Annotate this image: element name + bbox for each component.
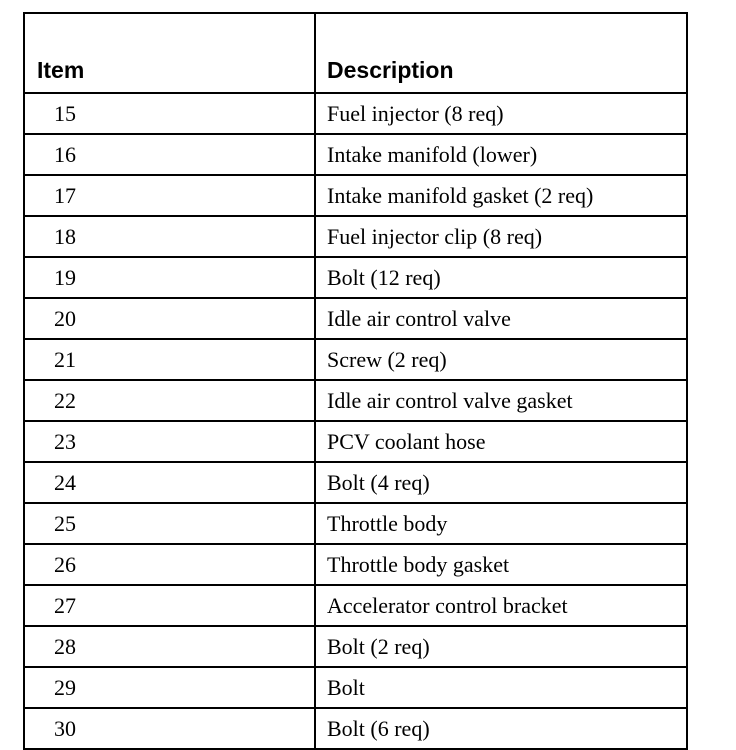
parts-table (23, 12, 688, 750)
description-cell: Idle air control valve gasket (315, 380, 687, 421)
description-cell: Throttle body (315, 503, 687, 544)
description-cell: Intake manifold gasket (2 req) (315, 175, 687, 216)
header-row (24, 13, 687, 93)
item-column-header: Item (24, 13, 315, 93)
item-number-cell: 24 (24, 462, 315, 503)
item-number-cell: 30 (24, 708, 315, 749)
description-cell: Accelerator control bracket (315, 585, 687, 626)
description-cell: Idle air control valve (315, 298, 687, 339)
table-row (24, 93, 687, 134)
table-row (24, 585, 687, 626)
description-cell: Fuel injector clip (8 req) (315, 216, 687, 257)
table-row (24, 175, 687, 216)
description-cell: Bolt (315, 667, 687, 708)
description-cell: Fuel injector (8 req) (315, 93, 687, 134)
item-number-cell: 22 (24, 380, 315, 421)
item-number-cell: 15 (24, 93, 315, 134)
table-row (24, 421, 687, 462)
description-cell: Intake manifold (lower) (315, 134, 687, 175)
description-cell: Bolt (4 req) (315, 462, 687, 503)
item-number-cell: 28 (24, 626, 315, 667)
table-row (24, 544, 687, 585)
item-number-cell: 21 (24, 339, 315, 380)
table-row (24, 462, 687, 503)
item-number-cell: 29 (24, 667, 315, 708)
item-number-cell: 18 (24, 216, 315, 257)
item-number-cell: 20 (24, 298, 315, 339)
table-row (24, 257, 687, 298)
table-row (24, 626, 687, 667)
table-row (24, 503, 687, 544)
description-cell: Bolt (6 req) (315, 708, 687, 749)
table-row (24, 667, 687, 708)
table-row (24, 298, 687, 339)
description-cell: Bolt (12 req) (315, 257, 687, 298)
table-row (24, 216, 687, 257)
item-number-cell: 25 (24, 503, 315, 544)
table-row (24, 339, 687, 380)
table-row (24, 380, 687, 421)
table-row (24, 708, 687, 749)
description-cell: PCV coolant hose (315, 421, 687, 462)
table-row (24, 134, 687, 175)
description-column-header: Description (315, 13, 687, 93)
item-number-cell: 16 (24, 134, 315, 175)
item-number-cell: 27 (24, 585, 315, 626)
description-cell: Throttle body gasket (315, 544, 687, 585)
description-cell: Bolt (2 req) (315, 626, 687, 667)
item-number-cell: 17 (24, 175, 315, 216)
item-number-cell: 23 (24, 421, 315, 462)
item-number-cell: 26 (24, 544, 315, 585)
item-number-cell: 19 (24, 257, 315, 298)
description-cell: Screw (2 req) (315, 339, 687, 380)
